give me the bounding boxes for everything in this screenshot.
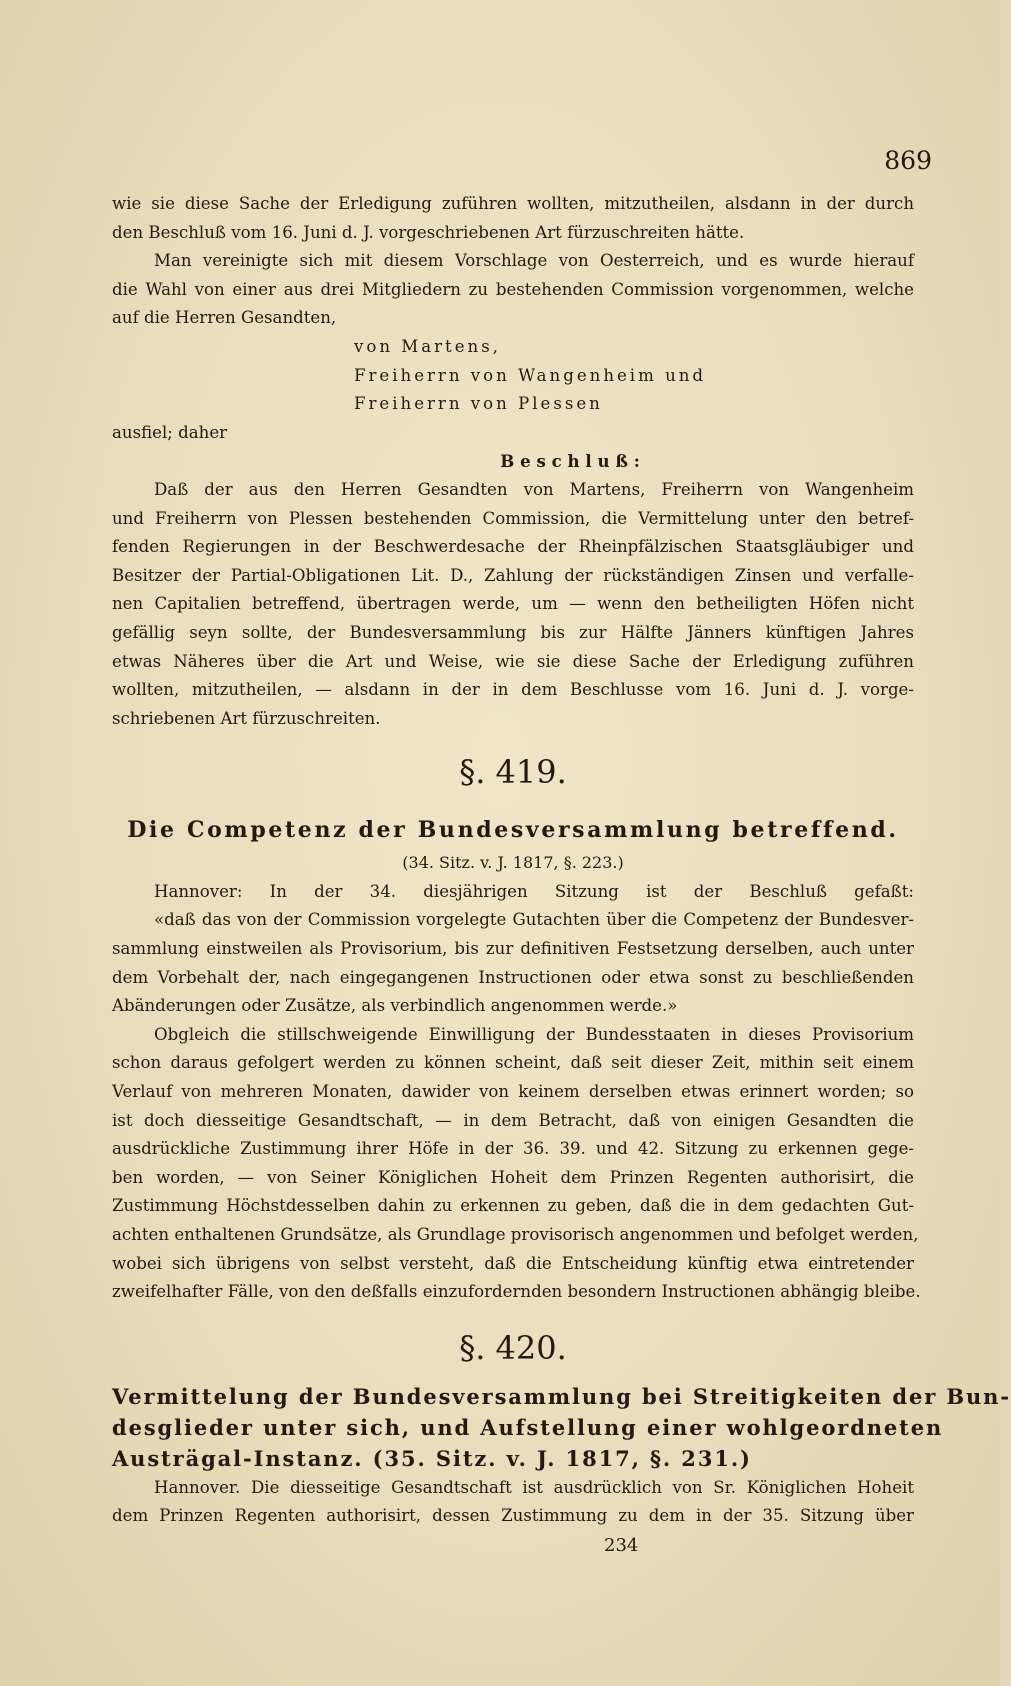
text-line: sammlung einstweilen als Provisorium, bis zur definitiven Festsetzung derselben, auch unter [112, 939, 914, 959]
text-line: schon daraus gefolgert werden zu können scheint, daß seit dieser Zeit, mithin seit einem [112, 1053, 914, 1073]
text-line: zweifelhafter Fälle, von den deßfalls einzufordernden besondern Instructionen abhängig bleibe. [112, 1282, 921, 1302]
text-line: fenden Regierungen in der Beschwerdesache der Rheinpfälzischen Staatsgläubiger und [112, 537, 914, 557]
text-line: schriebenen Art fürzuschreiten. [112, 708, 381, 728]
beschluss-heading: Beschluß: [500, 451, 646, 472]
page-number: 869 [884, 146, 932, 175]
text-line: nen Capitalien betreffend, übertragen werde, um — wenn den betheiligten Höfen nicht [112, 594, 914, 614]
text-line: Hannover. Die diesseitige Gesandtschaft ist ausdrücklich von Sr. Königlichen Hoheit [154, 1477, 914, 1497]
text-line: achten enthaltenen Grundsätze, als Grundlage provisorisch angenommen und befolget werden, [112, 1225, 919, 1244]
text-line: die Wahl von einer aus drei Mitgliedern zu bestehenden Commission vorgenommen, welche [112, 279, 914, 299]
section-title-line: desglieder unter sich, und Aufstellung einer wohlgeordneten [112, 1414, 944, 1440]
text-line: wie sie diese Sache der Erledigung zuführen wollten, mitzutheilen, alsdann in der durch [112, 194, 914, 213]
text-line: gefällig seyn sollte, der Bundesversammlung bis zur Hälfte Jänners künftigen Jahres [112, 622, 914, 642]
signature-mark: 234 [604, 1535, 639, 1556]
text-line: Verlauf von mehreren Monaten, dawider von keinem derselben etwas erinnert worden; so [112, 1082, 914, 1102]
intro-paragraph [112, 190, 914, 247]
section-title-line: Vermittelung der Bundesversammlung bei Streitigkeiten der Bun- [112, 1383, 1011, 1409]
text-line: wobei sich übrigens von selbst versteht, daß die Entscheidung künftig etwa eintretender [112, 1253, 914, 1273]
text-line: dem Prinzen Regenten authorisirt, dessen Zustimmung zu dem in der 35. Sitzung über [112, 1506, 914, 1526]
envoy-name: Freiherrn von Plessen [354, 394, 603, 414]
text-line: dem Vorbehalt der, nach eingegangenen Instructionen oder etwa sonst zu beschließenden [112, 967, 914, 987]
text-line: ist doch diesseitige Gesandtschaft, — in dem Betracht, daß von einigen Gesandten die [112, 1110, 914, 1130]
section-citation: (34. Sitz. v. J. 1817, §. 223.) [402, 853, 624, 873]
text-line: Abänderungen oder Zusätze, als verbindlich angenommen werde.» [112, 996, 678, 1016]
text-line: den Beschluß vom 16. Juni d. J. vorgeschriebenen Art fürzuschreiten hätte. [112, 222, 745, 242]
beschluss-paragraph [112, 476, 914, 733]
text-line: Zustimmung Höchstdesselben dahin zu erkennen zu geben, daß die in dem gedachten Gut- [112, 1196, 914, 1216]
text-line: Besitzer der Partial-Obligationen Lit. D., Zahlung der rückständigen Zinsen und verfalle- [112, 565, 914, 585]
envoy-name: von Martens, [354, 336, 501, 356]
page-body [112, 190, 1011, 1531]
commission-paragraph [112, 247, 914, 333]
text-line: ben worden, — von Seiner Königlichen Hoheit dem Prinzen Regenten authorisirt, die [112, 1167, 914, 1187]
section-title-line: Austrägal-Instanz. (35. Sitz. v. J. 1817, §. 231.) [112, 1445, 752, 1471]
envoy-name: Freiherrn von Wangenheim und [354, 365, 707, 385]
text-line: Hannover: In der 34. diesjährigen Sitzung ist der Beschluß gefaßt: [154, 881, 914, 901]
text-line: «daß das von der Commission vorgelegte Gutachten über die Competenz der Bundesver- [154, 910, 914, 930]
text-line: und Freiherrn von Plessen bestehenden Commission, die Vermittelung unter den betref- [112, 508, 914, 528]
text-line: ausdrückliche Zustimmung ihrer Höfe in der 36. 39. und 42. Sitzung zu erkennen gege- [112, 1139, 914, 1159]
text-line: etwas Näheres über die Art und Weise, wie sie diese Sache der Erledigung zuführen [112, 651, 914, 671]
section-title: Die Competenz der Bundesversammlung betreffend. [127, 817, 899, 844]
section-420 [112, 1307, 1011, 1531]
text-line: Daß der aus den Herren Gesandten von Martens, Freiherrn von Wangenheim [154, 479, 914, 499]
envoy-names [112, 333, 914, 419]
text-line: ausfiel; daher [112, 422, 228, 442]
text-line: auf die Herren Gesandten, [112, 308, 337, 328]
section-number: §. 420. [459, 1328, 567, 1367]
text-line: Man vereinigte sich mit diesem Vorschlage von Oesterreich, und es wurde hierauf [154, 251, 914, 271]
text-line: Obgleich die stillschweigende Einwilligung der Bundesstaaten in dieses Provisorium [154, 1024, 914, 1044]
section-number: §. 419. [459, 753, 567, 792]
text-line: wollten, mitzutheilen, — alsdann in der in dem Beschlusse vom 16. Juni d. J. vorge- [112, 680, 914, 700]
section-419 [112, 733, 921, 1307]
